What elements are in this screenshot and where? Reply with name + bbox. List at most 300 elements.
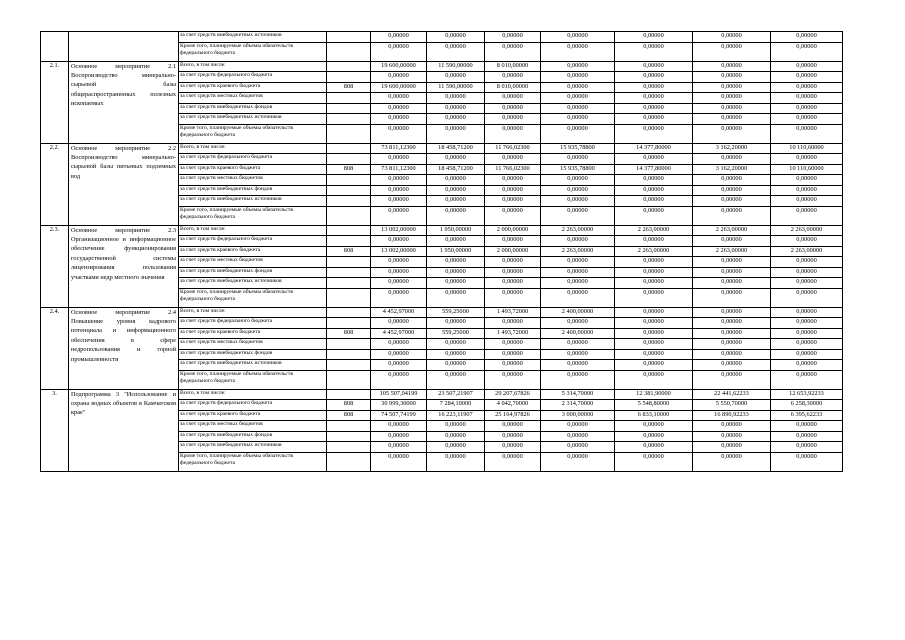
- amount-cell: 0,00000: [693, 32, 771, 43]
- budget-code-cell: 808: [327, 246, 371, 257]
- amount-cell: 0,00000: [541, 349, 615, 360]
- amount-cell: 0,00000: [427, 421, 485, 432]
- amount-cell: 2 000,00000: [485, 246, 541, 257]
- amount-cell: 0,00000: [693, 307, 771, 318]
- amount-cell: 0,00000: [615, 370, 693, 389]
- amount-cell: 0,00000: [485, 278, 541, 289]
- amount-cell: 0,00000: [427, 431, 485, 442]
- amount-cell: 10 110,60000: [771, 143, 843, 154]
- amount-cell: 0,00000: [693, 42, 771, 61]
- funding-source-cell: за счет средств местных бюджетов: [179, 175, 327, 186]
- amount-cell: 0,00000: [615, 93, 693, 104]
- amount-cell: 0,00000: [485, 32, 541, 43]
- amount-cell: 3 162,20000: [693, 143, 771, 154]
- amount-cell: 0,00000: [615, 82, 693, 93]
- amount-cell: 14 377,80000: [615, 164, 693, 175]
- amount-cell: 0,00000: [771, 278, 843, 289]
- budget-code-cell: [327, 370, 371, 389]
- amount-cell: 2 263,00000: [693, 225, 771, 236]
- budget-code-cell: 808: [327, 400, 371, 411]
- amount-cell: 0,00000: [371, 93, 427, 104]
- amount-cell: 0,00000: [485, 267, 541, 278]
- amount-cell: 0,00000: [371, 185, 427, 196]
- amount-cell: 0,00000: [371, 370, 427, 389]
- amount-cell: 0,00000: [693, 267, 771, 278]
- amount-cell: 0,00000: [693, 114, 771, 125]
- amount-cell: 2 263,00000: [541, 225, 615, 236]
- amount-cell: 0,00000: [693, 328, 771, 339]
- activity-name-cell: [69, 32, 179, 62]
- amount-cell: 0,00000: [541, 257, 615, 268]
- row-number-cell: 2.4.: [41, 307, 69, 389]
- amount-cell: 0,00000: [541, 42, 615, 61]
- funding-source-cell: за счет средств внебюджетных источников: [179, 278, 327, 289]
- budget-code-cell: [327, 196, 371, 207]
- amount-cell: 14 377,80000: [615, 143, 693, 154]
- amount-cell: 0,00000: [485, 114, 541, 125]
- budget-code-cell: [327, 103, 371, 114]
- amount-cell: 0,00000: [371, 442, 427, 453]
- amount-cell: 559,25000: [427, 307, 485, 318]
- amount-cell: 0,00000: [693, 431, 771, 442]
- budget-code-cell: [327, 278, 371, 289]
- row-number-cell: 2.2.: [41, 143, 69, 225]
- budget-code-cell: [327, 257, 371, 268]
- amount-cell: 0,00000: [371, 421, 427, 432]
- amount-cell: 0,00000: [371, 278, 427, 289]
- amount-cell: 0,00000: [771, 421, 843, 432]
- amount-cell: 0,00000: [615, 431, 693, 442]
- amount-cell: 1 493,72000: [485, 307, 541, 318]
- funding-source-cell: Кроме того, планируемые объемы обязательств федерального бюджета: [179, 42, 327, 61]
- amount-cell: 0,00000: [771, 339, 843, 350]
- amount-cell: 2 263,00000: [615, 225, 693, 236]
- amount-cell: 0,00000: [427, 452, 485, 471]
- amount-cell: 0,00000: [693, 318, 771, 329]
- table-row: [41, 143, 843, 154]
- amount-cell: 0,00000: [371, 318, 427, 329]
- amount-cell: 0,00000: [615, 114, 693, 125]
- amount-cell: 0,00000: [427, 154, 485, 165]
- funding-source-cell: Всего, в том числе:: [179, 389, 327, 400]
- amount-cell: 0,00000: [615, 124, 693, 143]
- amount-cell: 0,00000: [427, 185, 485, 196]
- amount-cell: 0,00000: [371, 154, 427, 165]
- amount-cell: 0,00000: [771, 257, 843, 268]
- amount-cell: 0,00000: [427, 442, 485, 453]
- amount-cell: 0,00000: [541, 278, 615, 289]
- amount-cell: 0,00000: [693, 278, 771, 289]
- amount-cell: 0,00000: [693, 206, 771, 225]
- amount-cell: 0,00000: [771, 32, 843, 43]
- amount-cell: 11 590,00000: [427, 82, 485, 93]
- amount-cell: 0,00000: [485, 360, 541, 371]
- amount-cell: 13 002,00000: [371, 246, 427, 257]
- amount-cell: 0,00000: [693, 360, 771, 371]
- amount-cell: 0,00000: [615, 339, 693, 350]
- amount-cell: 0,00000: [693, 442, 771, 453]
- budget-code-cell: [327, 225, 371, 236]
- amount-cell: 0,00000: [771, 103, 843, 114]
- amount-cell: 0,00000: [615, 442, 693, 453]
- funding-source-cell: за счет средств краевого бюджета: [179, 164, 327, 175]
- amount-cell: 0,00000: [485, 257, 541, 268]
- funding-source-cell: за счет средств краевого бюджета: [179, 246, 327, 257]
- amount-cell: 4 452,97000: [371, 328, 427, 339]
- funding-source-cell: за счет средств внебюджетных фондов: [179, 431, 327, 442]
- table-row: [41, 32, 843, 43]
- budget-code-cell: [327, 143, 371, 154]
- amount-cell: 0,00000: [615, 278, 693, 289]
- amount-cell: 10 110,60000: [771, 164, 843, 175]
- amount-cell: 0,00000: [427, 206, 485, 225]
- amount-cell: 0,00000: [771, 328, 843, 339]
- amount-cell: 0,00000: [693, 236, 771, 247]
- amount-cell: 18 458,71200: [427, 164, 485, 175]
- amount-cell: 0,00000: [541, 32, 615, 43]
- amount-cell: 0,00000: [485, 370, 541, 389]
- amount-cell: 0,00000: [371, 206, 427, 225]
- amount-cell: 0,00000: [771, 288, 843, 307]
- funding-source-cell: Кроме того, планируемые объемы обязательств федерального бюджета: [179, 206, 327, 225]
- funding-source-cell: за счет средств внебюджетных источников: [179, 32, 327, 43]
- amount-cell: 0,00000: [615, 32, 693, 43]
- amount-cell: 11 766,02300: [485, 164, 541, 175]
- amount-cell: 0,00000: [541, 421, 615, 432]
- amount-cell: 0,00000: [427, 32, 485, 43]
- amount-cell: 0,00000: [541, 267, 615, 278]
- amount-cell: 15 935,78800: [541, 143, 615, 154]
- amount-cell: 15 935,78800: [541, 164, 615, 175]
- amount-cell: 0,00000: [541, 370, 615, 389]
- amount-cell: 0,00000: [615, 318, 693, 329]
- funding-source-cell: Кроме того, планируемые объемы обязательств федерального бюджета: [179, 288, 327, 307]
- amount-cell: 0,00000: [693, 72, 771, 83]
- amount-cell: 6 833,10000: [615, 410, 693, 421]
- amount-cell: 0,00000: [615, 421, 693, 432]
- amount-cell: 0,00000: [485, 42, 541, 61]
- funding-source-cell: за счет средств краевого бюджета: [179, 82, 327, 93]
- amount-cell: 2 400,00000: [541, 328, 615, 339]
- amount-cell: 0,00000: [371, 452, 427, 471]
- amount-cell: 0,00000: [541, 185, 615, 196]
- amount-cell: 0,00000: [541, 175, 615, 186]
- amount-cell: 0,00000: [615, 206, 693, 225]
- row-number-cell: 3.: [41, 389, 69, 471]
- budget-code-cell: [327, 288, 371, 307]
- budget-code-cell: [327, 114, 371, 125]
- amount-cell: 0,00000: [485, 72, 541, 83]
- table-row: [41, 61, 843, 72]
- funding-source-cell: за счет средств внебюджетных фондов: [179, 267, 327, 278]
- amount-cell: 0,00000: [693, 196, 771, 207]
- activity-name-cell: Основное мероприятие 2.4 Повышение уровня кадрового потенциала и информационного обеспечения в сфере недропользования и горной промышленности: [69, 307, 179, 389]
- amount-cell: 4 042,70000: [485, 400, 541, 411]
- budget-code-cell: [327, 360, 371, 371]
- activity-name-cell: Основное мероприятие 2.3 Организационное и информационное обеспечение функционирования государственной системы лицензирования пользования участками недр местного значения: [69, 225, 179, 307]
- funding-source-cell: за счет средств внебюджетных фондов: [179, 349, 327, 360]
- amount-cell: 0,00000: [771, 61, 843, 72]
- amount-cell: 0,00000: [771, 442, 843, 453]
- amount-cell: 0,00000: [485, 431, 541, 442]
- amount-cell: 0,00000: [693, 185, 771, 196]
- budget-code-cell: 808: [327, 164, 371, 175]
- amount-cell: 30 999,30000: [371, 400, 427, 411]
- amount-cell: 0,00000: [371, 288, 427, 307]
- amount-cell: 29 207,67826: [485, 389, 541, 400]
- amount-cell: 0,00000: [693, 421, 771, 432]
- amount-cell: 0,00000: [427, 288, 485, 307]
- amount-cell: 16 223,11907: [427, 410, 485, 421]
- amount-cell: 0,00000: [771, 114, 843, 125]
- amount-cell: 0,00000: [485, 236, 541, 247]
- amount-cell: 0,00000: [541, 93, 615, 104]
- amount-cell: 13 002,00000: [371, 225, 427, 236]
- amount-cell: 0,00000: [541, 339, 615, 350]
- funding-source-cell: за счет средств местных бюджетов: [179, 421, 327, 432]
- amount-cell: 0,00000: [693, 452, 771, 471]
- amount-cell: 0,00000: [615, 349, 693, 360]
- amount-cell: 0,00000: [615, 360, 693, 371]
- budget-code-cell: [327, 339, 371, 350]
- amount-cell: 0,00000: [427, 114, 485, 125]
- amount-cell: 0,00000: [427, 93, 485, 104]
- amount-cell: 8 010,00000: [485, 82, 541, 93]
- amount-cell: 18 458,71200: [427, 143, 485, 154]
- amount-cell: 0,00000: [615, 185, 693, 196]
- amount-cell: 0,00000: [541, 72, 615, 83]
- amount-cell: 0,00000: [371, 267, 427, 278]
- amount-cell: 0,00000: [615, 154, 693, 165]
- amount-cell: 105 507,04199: [371, 389, 427, 400]
- funding-source-cell: за счет средств федерального бюджета: [179, 72, 327, 83]
- amount-cell: 0,00000: [615, 196, 693, 207]
- funding-source-cell: за счет средств внебюджетных источников: [179, 360, 327, 371]
- amount-cell: 0,00000: [485, 196, 541, 207]
- amount-cell: 0,00000: [427, 318, 485, 329]
- amount-cell: 0,00000: [771, 267, 843, 278]
- amount-cell: 0,00000: [541, 82, 615, 93]
- amount-cell: 0,00000: [615, 328, 693, 339]
- amount-cell: 0,00000: [485, 206, 541, 225]
- budget-code-cell: 808: [327, 410, 371, 421]
- amount-cell: 12 653,92233: [771, 389, 843, 400]
- budget-code-cell: [327, 185, 371, 196]
- amount-cell: 3 000,00000: [541, 410, 615, 421]
- amount-cell: 0,00000: [541, 360, 615, 371]
- amount-cell: 19 600,00000: [371, 61, 427, 72]
- amount-cell: 3 162,20000: [693, 164, 771, 175]
- amount-cell: 0,00000: [771, 196, 843, 207]
- amount-cell: 0,00000: [771, 360, 843, 371]
- funding-source-cell: за счет средств внебюджетных источников: [179, 196, 327, 207]
- amount-cell: 0,00000: [485, 185, 541, 196]
- budget-code-cell: [327, 124, 371, 143]
- budget-code-cell: [327, 421, 371, 432]
- funding-source-cell: за счет средств федерального бюджета: [179, 236, 327, 247]
- amount-cell: 0,00000: [615, 267, 693, 278]
- amount-cell: 0,00000: [771, 175, 843, 186]
- funding-source-cell: за счет средств местных бюджетов: [179, 339, 327, 350]
- table-row: [41, 389, 843, 400]
- amount-cell: 0,00000: [771, 370, 843, 389]
- amount-cell: 2 263,00000: [693, 246, 771, 257]
- amount-cell: 0,00000: [771, 185, 843, 196]
- amount-cell: 0,00000: [371, 196, 427, 207]
- amount-cell: 0,00000: [541, 318, 615, 329]
- table-row: [41, 225, 843, 236]
- funding-source-cell: Кроме того, планируемые объемы обязательств федерального бюджета: [179, 124, 327, 143]
- budget-code-cell: [327, 154, 371, 165]
- amount-cell: 0,00000: [771, 431, 843, 442]
- funding-source-cell: за счет средств внебюджетных фондов: [179, 185, 327, 196]
- activity-name-cell: Подпрограмма 3 "Использование и охрана водных объектов в Камчатском крае": [69, 389, 179, 471]
- budget-code-cell: [327, 236, 371, 247]
- amount-cell: 0,00000: [371, 124, 427, 143]
- amount-cell: 0,00000: [615, 42, 693, 61]
- amount-cell: 0,00000: [771, 154, 843, 165]
- budget-code-cell: [327, 452, 371, 471]
- amount-cell: 7 284,10000: [427, 400, 485, 411]
- amount-cell: 2 263,00000: [771, 246, 843, 257]
- amount-cell: 0,00000: [771, 349, 843, 360]
- amount-cell: 0,00000: [693, 370, 771, 389]
- amount-cell: 1 493,72000: [485, 328, 541, 339]
- amount-cell: 0,00000: [371, 349, 427, 360]
- amount-cell: 0,00000: [371, 431, 427, 442]
- funding-source-cell: за счет средств краевого бюджета: [179, 410, 327, 421]
- budget-code-cell: [327, 267, 371, 278]
- amount-cell: 0,00000: [427, 196, 485, 207]
- amount-cell: 0,00000: [485, 103, 541, 114]
- amount-cell: 0,00000: [693, 124, 771, 143]
- amount-cell: 11 766,02300: [485, 143, 541, 154]
- amount-cell: 0,00000: [615, 288, 693, 307]
- amount-cell: 0,00000: [485, 452, 541, 471]
- amount-cell: 0,00000: [693, 257, 771, 268]
- amount-cell: 0,00000: [541, 206, 615, 225]
- amount-cell: 0,00000: [771, 42, 843, 61]
- amount-cell: 0,00000: [485, 442, 541, 453]
- amount-cell: 0,00000: [371, 72, 427, 83]
- budget-code-cell: [327, 349, 371, 360]
- budget-code-cell: [327, 389, 371, 400]
- amount-cell: 0,00000: [485, 318, 541, 329]
- amount-cell: 0,00000: [541, 236, 615, 247]
- amount-cell: 0,00000: [615, 175, 693, 186]
- amount-cell: 74 507,74199: [371, 410, 427, 421]
- amount-cell: 0,00000: [693, 82, 771, 93]
- amount-cell: 0,00000: [427, 42, 485, 61]
- amount-cell: 5 550,70000: [693, 400, 771, 411]
- amount-cell: 0,00000: [771, 206, 843, 225]
- amount-cell: 6 258,30000: [771, 400, 843, 411]
- amount-cell: 0,00000: [427, 236, 485, 247]
- amount-cell: 0,00000: [693, 175, 771, 186]
- funding-source-cell: Кроме того, планируемые объемы обязательств федерального бюджета: [179, 452, 327, 471]
- amount-cell: 0,00000: [371, 42, 427, 61]
- funding-source-cell: за счет средств федерального бюджета: [179, 154, 327, 165]
- amount-cell: 2 314,70000: [541, 400, 615, 411]
- amount-cell: 0,00000: [771, 307, 843, 318]
- amount-cell: 0,00000: [485, 93, 541, 104]
- amount-cell: 0,00000: [485, 421, 541, 432]
- funding-source-cell: за счет средств внебюджетных источников: [179, 442, 327, 453]
- budget-code-cell: [327, 431, 371, 442]
- funding-source-cell: Кроме того, планируемые объемы обязательств федерального бюджета: [179, 370, 327, 389]
- budget-code-cell: [327, 206, 371, 225]
- amount-cell: 0,00000: [771, 72, 843, 83]
- funding-source-cell: Всего, в том числе:: [179, 225, 327, 236]
- amount-cell: 0,00000: [427, 175, 485, 186]
- activity-name-cell: Основное мероприятие 2.2 Воспроизводство минерально-сырьевой базы питьевых подземных вод: [69, 143, 179, 225]
- amount-cell: 0,00000: [693, 339, 771, 350]
- amount-cell: 0,00000: [615, 61, 693, 72]
- budget-code-cell: [327, 175, 371, 186]
- funding-source-cell: за счет средств внебюджетных фондов: [179, 103, 327, 114]
- amount-cell: 0,00000: [693, 288, 771, 307]
- budget-code-cell: [327, 93, 371, 104]
- amount-cell: 6 395,62233: [771, 410, 843, 421]
- document-page: [40, 31, 843, 472]
- funding-source-cell: за счет средств местных бюджетов: [179, 257, 327, 268]
- amount-cell: 25 164,97826: [485, 410, 541, 421]
- amount-cell: 0,00000: [615, 452, 693, 471]
- amount-cell: 2 263,00000: [541, 246, 615, 257]
- amount-cell: 0,00000: [427, 103, 485, 114]
- budget-code-cell: [327, 318, 371, 329]
- amount-cell: 0,00000: [771, 452, 843, 471]
- amount-cell: 11 590,00000: [427, 61, 485, 72]
- amount-cell: 0,00000: [371, 175, 427, 186]
- amount-cell: 23 507,21907: [427, 389, 485, 400]
- amount-cell: 0,00000: [771, 124, 843, 143]
- amount-cell: 0,00000: [541, 196, 615, 207]
- budget-code-cell: [327, 72, 371, 83]
- amount-cell: 0,00000: [427, 124, 485, 143]
- budget-code-cell: 808: [327, 82, 371, 93]
- amount-cell: 16 890,92233: [693, 410, 771, 421]
- row-number-cell: 2.1.: [41, 61, 69, 143]
- amount-cell: 0,00000: [371, 257, 427, 268]
- budget-code-cell: [327, 442, 371, 453]
- funding-source-cell: Всего, в том числе:: [179, 61, 327, 72]
- amount-cell: 0,00000: [771, 318, 843, 329]
- amount-cell: 0,00000: [485, 288, 541, 307]
- amount-cell: 0,00000: [485, 339, 541, 350]
- amount-cell: 2 400,00000: [541, 307, 615, 318]
- amount-cell: 0,00000: [771, 236, 843, 247]
- amount-cell: 0,00000: [615, 236, 693, 247]
- amount-cell: 0,00000: [371, 114, 427, 125]
- budget-code-cell: [327, 42, 371, 61]
- amount-cell: 0,00000: [485, 124, 541, 143]
- amount-cell: 0,00000: [371, 32, 427, 43]
- amount-cell: 0,00000: [427, 72, 485, 83]
- budget-code-cell: [327, 307, 371, 318]
- amount-cell: 73 811,12300: [371, 164, 427, 175]
- amount-cell: 0,00000: [371, 236, 427, 247]
- amount-cell: 22 441,62233: [693, 389, 771, 400]
- amount-cell: 1 950,00000: [427, 246, 485, 257]
- row-number-cell: 2.3.: [41, 225, 69, 307]
- amount-cell: 2 263,00000: [771, 225, 843, 236]
- budget-code-cell: 808: [327, 328, 371, 339]
- funding-source-cell: за счет средств местных бюджетов: [179, 93, 327, 104]
- amount-cell: 1 950,00000: [427, 225, 485, 236]
- amount-cell: 0,00000: [693, 154, 771, 165]
- table-row: [41, 307, 843, 318]
